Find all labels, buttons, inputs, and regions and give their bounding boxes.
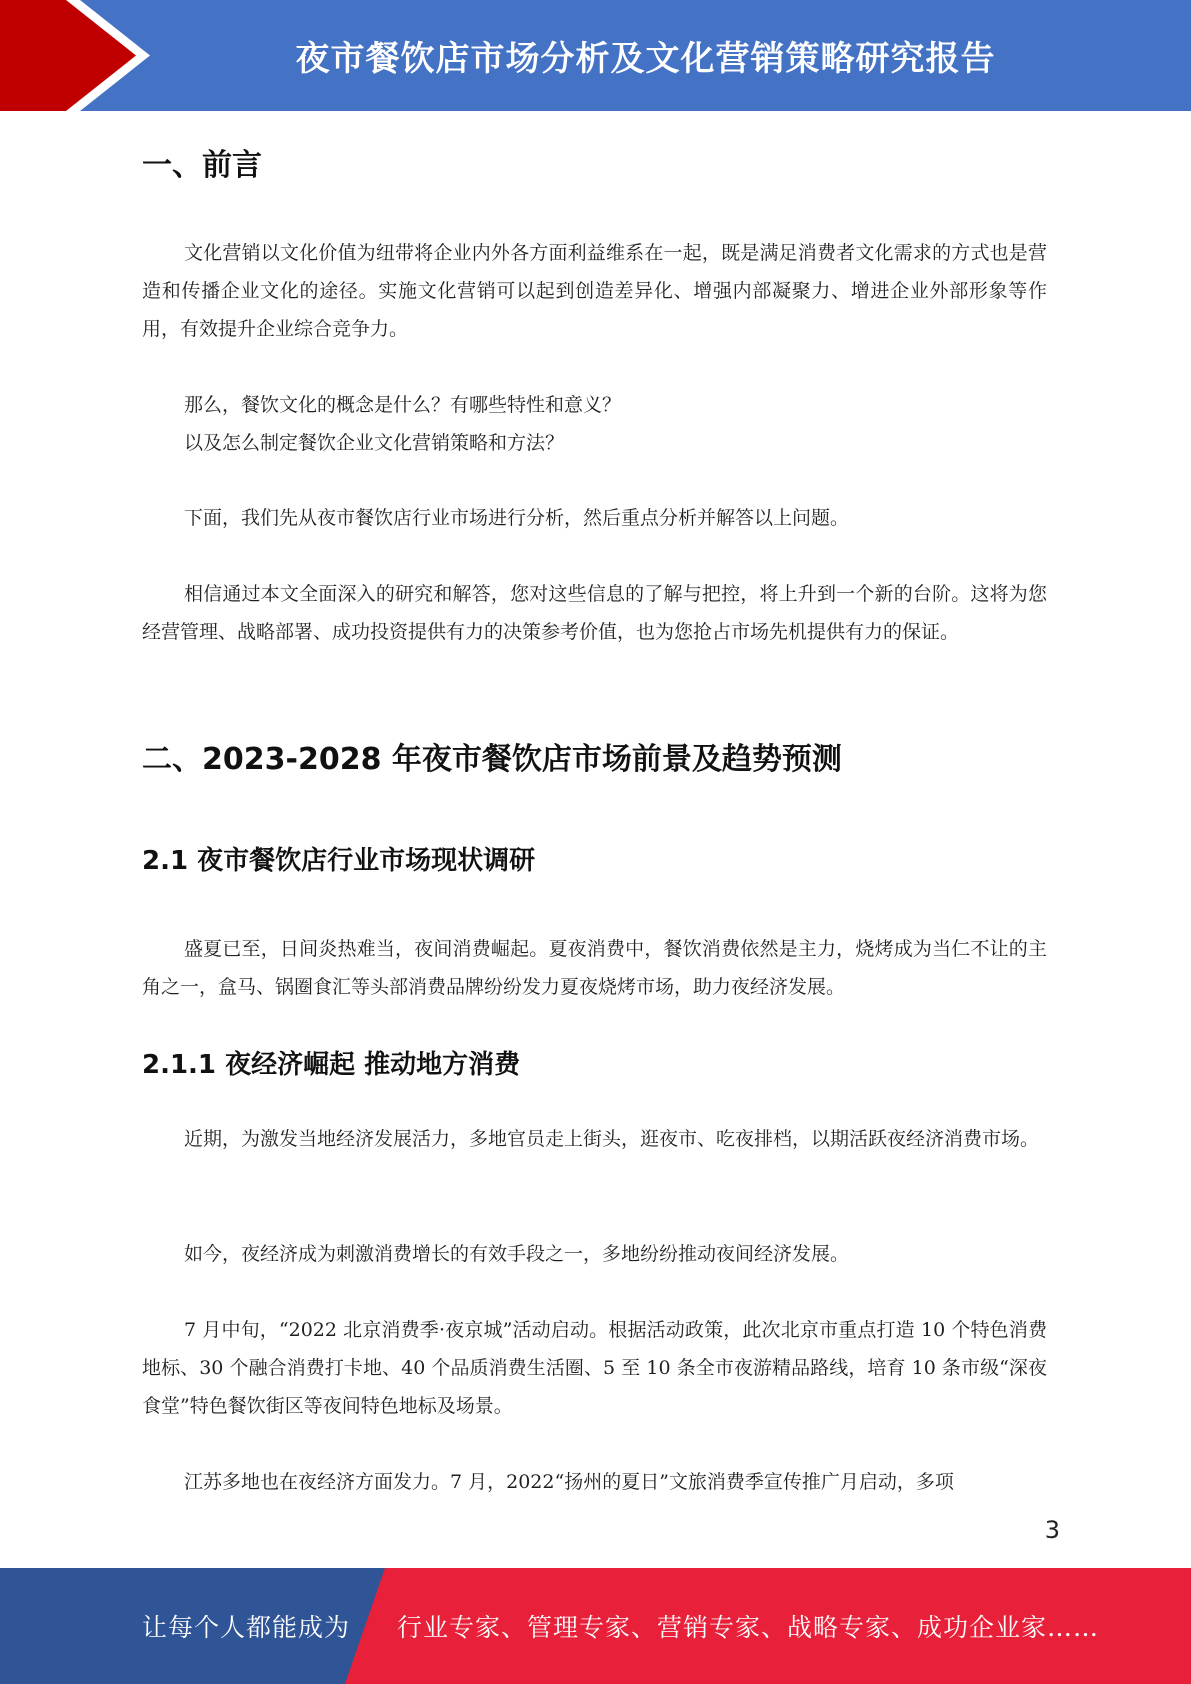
section-heading-forecast: 二、2023-2028 年夜市餐饮店市场前景及趋势预测 [142,742,842,777]
paragraph: 下面，我们先从夜市餐饮店行业市场进行分析，然后重点分析并解答以上问题。 [184,507,850,529]
header-arrow-graphic [0,0,160,111]
footer-slogan-left: 让每个人都能成为 [142,1613,351,1642]
paragraph: 以及怎么制定餐饮企业文化营销策略和方法？ [184,432,565,454]
document-title: 夜市餐饮店市场分析及文化营销策略研究报告 [295,39,996,79]
paragraph: 文化营销以文化价值为纽带将企业内外各方面利益维系在一起，既是满足消费者文化需求的方式也是营造和传播企业文化的途径。实施文化营销可以起到创造差异化、增强内部凝聚力、增进企业外部形象等作用，有效提升企业综合竞争力。 [142,242,1047,340]
subsubsection-heading: 2.1.1 夜经济崛起 推动地方消费 [142,1050,521,1080]
paragraph: 盛夏已至，日间炎热难当，夜间消费崛起。夏夜消费中，餐饮消费依然是主力，烧烤成为当仁不让的主角之一，盒马、锅圈食汇等头部消费品牌纷纷发力夏夜烧烤市场，助力夜经济发展。 [142,938,1047,998]
subsection-heading: 2.1 夜市餐饮店行业市场现状调研 [142,846,536,876]
paragraph: 如今，夜经济成为刺激消费增长的有效手段之一，多地纷纷推动夜间经济发展。 [184,1243,850,1265]
paragraph: 相信通过本文全面深入的研究和解答，您对这些信息的了解与把控，将上升到一个新的台阶。这将为您经营管理、战略部署、成功投资提供有力的决策参考价值，也为您抢占市场先机提供有力的保证。 [142,583,1047,643]
page-number: 3 [1044,1516,1060,1544]
header-band [0,0,1191,111]
paragraph: 江苏多地也在夜经济方面发力。7 月，2022“扬州的夏日”文旅消费季宣传推广月启动，多项 [184,1471,954,1493]
section-heading-preface: 一、前言 [142,148,262,183]
paragraph: 7 月中旬，“2022 北京消费季·夜京城”活动启动。根据活动政策，此次北京市重点打造 10 个特色消费地标、30 个融合消费打卡地、40 个品质消费生活圈、5 至 10 条全市夜游精品路线，培育 10 条市级“深夜食堂”特色餐饮街区等夜间特色地标及场景。 [142,1319,1047,1417]
footer-slogan-right: 行业专家、管理专家、营销专家、战略专家、成功企业家…… [397,1613,1100,1642]
paragraph: 近期，为激发当地经济发展活力，多地官员走上街头，逛夜市、吃夜排档，以期活跃夜经济消费市场。 [184,1128,1040,1150]
paragraph: 那么，餐饮文化的概念是什么？有哪些特性和意义？ [184,394,622,416]
footer-band [0,1568,1191,1684]
